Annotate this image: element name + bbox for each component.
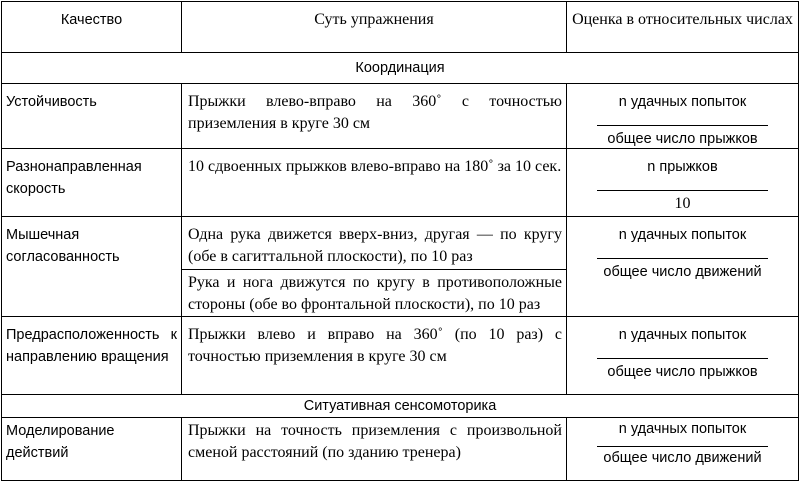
header-score: Оценка в относительных числах	[567, 2, 799, 53]
exercise-cell: Рука и нога движутся по кругу в противоположные стороны (обе во фронтальной плоскости), по 10 раз	[182, 270, 567, 317]
exercise-cell: Прыжки влево-вправо на 360˚ с точностью приземления в круге 30 см	[182, 84, 567, 149]
table-row	[2, 317, 799, 395]
section-title: Ситуативная сенсомоторика	[2, 395, 799, 418]
exercise-cell: 10 сдвоенных прыжков влево-вправо на 180˚ за 10 сек.	[182, 149, 567, 217]
score-numerator: n удачных попыток	[618, 327, 747, 343]
score-denominator: общее число прыжков	[607, 131, 758, 147]
score-numerator: n удачных попыток	[618, 421, 747, 437]
table-row	[2, 418, 799, 481]
fraction-bar	[597, 190, 768, 191]
score-cell	[567, 84, 799, 149]
exercise-cell: Прыжки на точность приземления с произвольной сменой расстояний (по зданию тренера)	[182, 418, 567, 481]
exercise-table	[1, 1, 799, 481]
score-cell	[567, 217, 799, 317]
table-header-row	[2, 2, 799, 53]
score-denominator: общее число движений	[603, 450, 762, 466]
score-cell	[567, 149, 799, 217]
quality-cell: Устойчивость	[2, 84, 182, 149]
exercise-cell: Прыжки влево и вправо на 360˚ (по 10 раз) с точностью приземления в круге 30 см	[182, 317, 567, 395]
section-title: Координация	[2, 53, 799, 84]
score-denominator: общее число движений	[603, 264, 762, 280]
exercise-cell: Одна рука движется вверх-вниз, другая — по кругу (обе в сагиттальной плоскости), по 10 раз	[182, 217, 567, 270]
section-row-sensorimotor	[2, 395, 799, 418]
section-row-coordination	[2, 53, 799, 84]
quality-cell: Мышечная согласованность	[2, 217, 182, 317]
score-denominator: общее число прыжков	[607, 364, 758, 380]
table-row	[2, 149, 799, 217]
score-cell	[567, 418, 799, 481]
fraction-bar	[597, 358, 768, 359]
table-row	[2, 84, 799, 149]
fraction-bar	[597, 446, 768, 447]
fraction-bar	[597, 125, 768, 126]
score-numerator: n прыжков	[647, 159, 718, 175]
header-quality: Качество	[2, 2, 182, 53]
table-row	[2, 217, 799, 270]
score-cell	[567, 317, 799, 395]
score-numerator: n удачных попыток	[618, 94, 747, 110]
quality-cell: Моделирование действий	[2, 418, 182, 481]
score-denominator: 10	[674, 195, 691, 212]
fraction-bar	[597, 258, 768, 259]
header-exercise: Суть упражнения	[182, 2, 567, 53]
quality-cell: Разнонаправленная скорость	[2, 149, 182, 217]
quality-cell: Предрасположенность к направлению вращения	[2, 317, 182, 395]
score-numerator: n удачных попыток	[618, 227, 747, 243]
